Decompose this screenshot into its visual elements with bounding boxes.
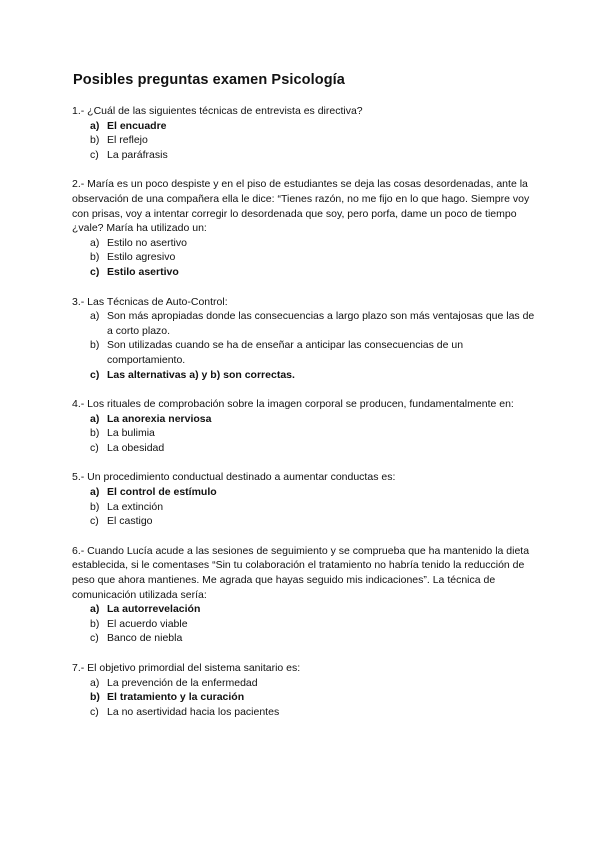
option-letter: a)	[90, 486, 100, 499]
option-text: El encuadre	[107, 119, 167, 132]
option-text: La autorrevelación	[107, 603, 201, 616]
option-letter: b)	[90, 427, 100, 440]
option-text: Banco de niebla	[107, 632, 183, 645]
option	[72, 250, 540, 265]
option-correct	[72, 690, 540, 705]
option-list	[72, 676, 540, 720]
option-text: La prevención de la enfermedad	[107, 676, 258, 689]
option-list	[72, 412, 540, 456]
option	[72, 236, 540, 251]
option-text: El control de estímulo	[107, 486, 217, 499]
option-text: Son más apropiadas donde las consecuencias a largo plazo son más ventajosas que las de a corto plazo.	[107, 310, 535, 337]
question-text: 4.- Los rituales de comprobación sobre la imagen corporal se producen, fundamentalmente en:	[72, 398, 514, 411]
option	[72, 514, 540, 529]
option-letter: b)	[90, 134, 100, 147]
option-letter: b)	[90, 617, 100, 630]
option-letter: b)	[90, 500, 100, 513]
option-list	[72, 485, 540, 529]
option-text: La obesidad	[107, 441, 165, 454]
option-list	[72, 309, 540, 382]
option-list	[72, 119, 540, 163]
question-7	[72, 661, 540, 719]
option-text: La extinción	[107, 500, 164, 513]
option-letter: c)	[90, 632, 99, 645]
option-text: Las alternativas a) y b) son correctas.	[107, 368, 295, 381]
option	[72, 426, 540, 441]
question-text: 3.- Las Técnicas de Auto-Control:	[72, 295, 228, 308]
option	[72, 500, 540, 515]
option-text: La bulimia	[107, 427, 155, 440]
option-letter: c)	[90, 515, 99, 528]
option-correct	[72, 485, 540, 500]
option-letter: b)	[90, 691, 100, 704]
option	[72, 441, 540, 456]
question-3	[72, 295, 540, 383]
option-letter: c)	[90, 265, 100, 278]
option-letter: a)	[90, 676, 100, 689]
option	[72, 631, 540, 646]
option-letter: b)	[90, 339, 100, 352]
question-4	[72, 397, 540, 455]
option-letter: c)	[90, 148, 99, 161]
question-list	[72, 104, 540, 719]
option	[72, 705, 540, 720]
question-text: 1.- ¿Cuál de las siguientes técnicas de entrevista es directiva?	[72, 105, 363, 117]
option	[72, 133, 540, 148]
question-2	[72, 177, 540, 279]
question-5	[72, 470, 540, 528]
option-letter: a)	[90, 310, 100, 323]
option-letter: a)	[90, 119, 100, 132]
option-correct	[72, 412, 540, 427]
option-correct	[72, 119, 540, 134]
document-title: Posibles preguntas examen Psicología	[73, 72, 345, 88]
question-text: 6.- Cuando Lucía acude a las sesiones de seguimiento y se comprueba que ha mantenido la dieta establecida, si le comentases “Sin tu colaboración el tratamiento no habría tenido la reducción de peso que ahora mantienes. Me agrada que hayas seguido mis indicaciones”. La técnica de comunicación utilizada sería:	[72, 544, 530, 601]
option	[72, 617, 540, 632]
option-text: El tratamiento y la curación	[107, 691, 245, 704]
question-1	[72, 104, 540, 162]
option-text: La paráfrasis	[107, 148, 168, 161]
option	[72, 676, 540, 691]
question-6	[72, 544, 540, 646]
option-letter: a)	[90, 412, 100, 425]
option-text: Son utilizadas cuando se ha de enseñar a anticipar las consecuencias de un comportamiento.	[107, 339, 464, 366]
option-list	[72, 236, 540, 280]
option-text: Estilo agresivo	[107, 251, 176, 264]
option-list	[72, 602, 540, 646]
option-correct	[72, 265, 540, 280]
option-text: La no asertividad hacia los pacientes	[107, 705, 280, 718]
option-letter: c)	[90, 441, 99, 454]
option-correct	[72, 368, 540, 383]
option-letter: c)	[90, 368, 100, 381]
option-correct	[72, 602, 540, 617]
question-text: 2.- María es un poco despiste y en el piso de estudiantes se deja las cosas desordenadas, ante la observación de una compañera ella le dice: “Tienes razón, no me fijo en lo que hago. Siempre voy con prisas, voy a intentar corregir lo desordenada que soy, pero porfa, dame un poco de tiempo ¿vale? María ha utilizado un:	[72, 178, 530, 235]
option-text: El acuerdo viable	[107, 617, 188, 630]
option-letter: a)	[90, 236, 100, 249]
option-letter: a)	[90, 603, 100, 616]
option	[72, 338, 540, 367]
option-text: Estilo asertivo	[107, 265, 179, 278]
option-letter: b)	[90, 251, 100, 264]
question-text: 7.- El objetivo primordial del sistema sanitario es:	[72, 662, 301, 674]
option-text: El reflejo	[107, 134, 148, 147]
question-text: 5.- Un procedimiento conductual destinado a aumentar conductas es:	[72, 471, 396, 484]
option-text: Estilo no asertivo	[107, 236, 187, 249]
option-text: El castigo	[107, 515, 153, 528]
option-text: La anorexia nerviosa	[107, 412, 212, 425]
option-letter: c)	[90, 705, 99, 718]
option	[72, 309, 540, 338]
option	[72, 148, 540, 163]
